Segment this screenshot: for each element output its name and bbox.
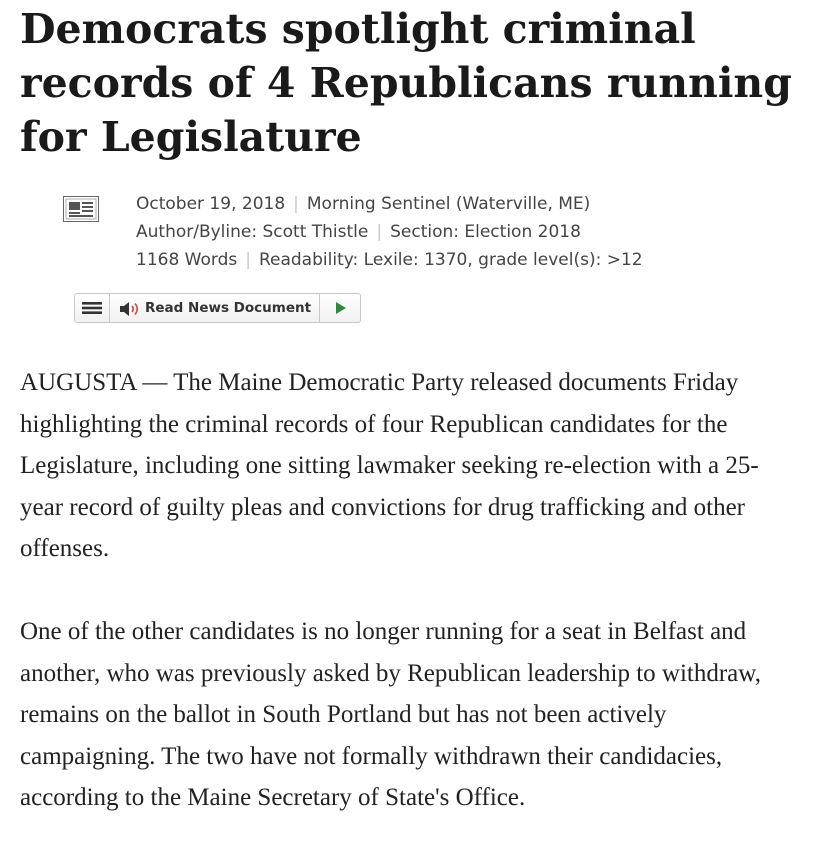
speaker-icon [119,301,141,317]
document-icon [63,196,99,222]
section-label: Section: Election 2018 [390,222,581,242]
article-paragraph: One of the other candidates is no longer running for a seat in Belfast and another, who was previously asked by Republican leadership to withdraw, remains on the ballot in South Portland but has not been actively campaigning. The two have not formally withdrawn their candidacies, according to the Maine Secretary of State's Office. [20,618,761,811]
publication-date: October 19, 2018 [136,194,286,214]
word-count: 1168 Words [136,250,238,270]
article-headline: Democrats spotlight criminal records of 4 Republicans running for Legislature [20,5,792,161]
meta-line-2 [136,218,643,246]
menu-button[interactable] [75,294,110,322]
menu-icon [75,294,109,322]
meta-line-3 [136,246,643,274]
play-icon [320,294,360,322]
author-byline: Author/Byline: Scott Thistle [136,222,369,242]
document-metadata [136,190,643,274]
article-body [20,362,800,860]
separator: | [245,250,251,270]
publication-source: Morning Sentinel (Waterville, ME) [306,194,591,214]
readability-info: Readability: Lexile: 1370, grade level(s): >12 [258,250,643,270]
separator: | [293,194,299,214]
separator: | [376,222,383,242]
play-button[interactable] [319,294,360,322]
article-paragraph: AUGUSTA — The Maine Democratic Party released documents Friday highlighting the criminal records of four Republican candidates for the Legislature, including one sitting lawmaker seeking re-election with a 25-year record of guilty pleas and convictions for drug trafficking and other offenses. [20,369,759,562]
read-news-document-player [74,293,361,323]
read-news-document-button[interactable]: Read News Document [145,300,312,316]
meta-line-1 [136,190,643,218]
